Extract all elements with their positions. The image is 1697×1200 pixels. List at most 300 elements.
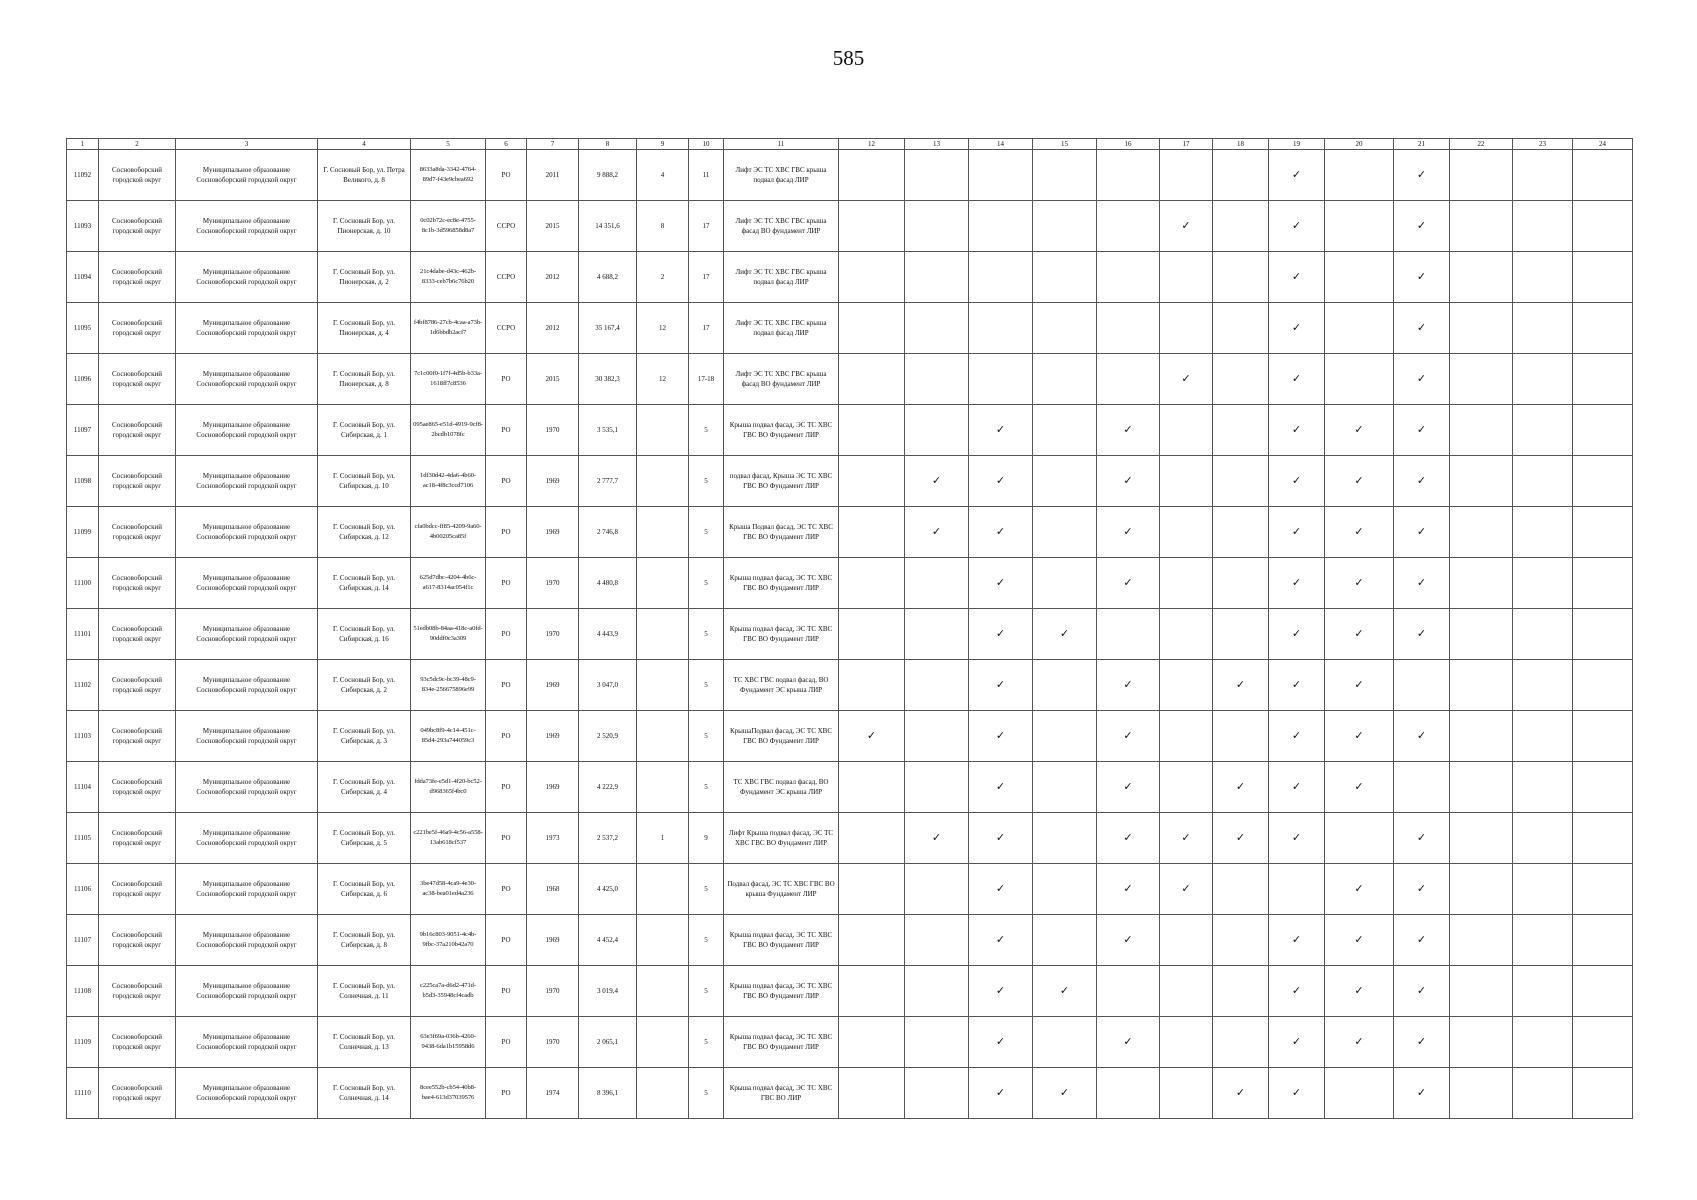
- cell-year: 1970: [527, 405, 579, 456]
- check-mark-icon: ✓: [1269, 201, 1325, 252]
- cell-object-code: c221be5f-46a9-4c56-a558-13ab618cf537: [411, 813, 486, 864]
- column-number: 18: [1213, 139, 1269, 150]
- empty-cell: [1573, 150, 1633, 201]
- check-mark-icon: ✓: [1097, 558, 1160, 609]
- table-row: [67, 507, 1633, 558]
- empty-cell: [1097, 201, 1160, 252]
- cell-object-code: 049bc8f9-4c14-451c-85d4-293a744059c3: [411, 711, 486, 762]
- cell-row-id: 11103: [67, 711, 99, 762]
- empty-cell: [1213, 150, 1269, 201]
- empty-cell: [1513, 150, 1573, 201]
- check-mark-icon: ✓: [969, 456, 1033, 507]
- check-mark-icon: ✓: [1269, 966, 1325, 1017]
- check-mark-icon: ✓: [969, 966, 1033, 1017]
- column-number: 13: [905, 139, 969, 150]
- empty-cell: [1450, 1017, 1513, 1068]
- cell-area: 4 452,4: [579, 915, 637, 966]
- cell-type: РО: [486, 813, 527, 864]
- empty-cell: [1573, 966, 1633, 1017]
- cell-works: Лифт ЭС ТС ХВС ГВС крыша подвал фасад ЛИР: [724, 150, 839, 201]
- cell-col-10: 17-18: [689, 354, 724, 405]
- empty-cell: [1160, 558, 1213, 609]
- empty-cell: [1160, 405, 1213, 456]
- empty-cell: [839, 609, 905, 660]
- cell-col-10: 5: [689, 864, 724, 915]
- empty-cell: [1450, 405, 1513, 456]
- check-mark-icon: ✓: [1269, 507, 1325, 558]
- column-number: 2: [99, 139, 176, 150]
- empty-cell: [1573, 558, 1633, 609]
- cell-object-code: 63e3f69a-036b-4260-9438-6da1b15958d6: [411, 1017, 486, 1068]
- cell-col-10: 5: [689, 660, 724, 711]
- empty-cell: [1325, 354, 1394, 405]
- cell-address: Г. Сосновый Бор, ул. Сибирская, д. 3: [318, 711, 411, 762]
- check-mark-icon: ✓: [1394, 1017, 1450, 1068]
- check-mark-icon: ✓: [1097, 762, 1160, 813]
- cell-year: 1969: [527, 660, 579, 711]
- check-mark-icon: ✓: [1394, 864, 1450, 915]
- cell-district: Сосновоборский городской округ: [99, 762, 176, 813]
- check-mark-icon: ✓: [1325, 507, 1394, 558]
- empty-cell: [1269, 864, 1325, 915]
- check-mark-icon: ✓: [1269, 660, 1325, 711]
- empty-cell: [1033, 915, 1097, 966]
- cell-col-9: [637, 864, 689, 915]
- cell-type: РО: [486, 864, 527, 915]
- column-number: 5: [411, 139, 486, 150]
- check-mark-icon: ✓: [1097, 507, 1160, 558]
- empty-cell: [1213, 507, 1269, 558]
- check-mark-icon: ✓: [1213, 813, 1269, 864]
- check-mark-icon: ✓: [969, 1068, 1033, 1119]
- check-mark-icon: ✓: [969, 1017, 1033, 1068]
- empty-cell: [905, 150, 969, 201]
- cell-municipality: Муниципальное образование Сосновоборский городской округ: [176, 354, 318, 405]
- check-mark-icon: ✓: [1394, 711, 1450, 762]
- empty-cell: [1033, 303, 1097, 354]
- column-number-row: [67, 139, 1633, 150]
- cell-district: Сосновоборский городской округ: [99, 915, 176, 966]
- check-mark-icon: ✓: [1325, 915, 1394, 966]
- cell-address: Г. Сосновый Бор, ул. Пионерская, д. 8: [318, 354, 411, 405]
- empty-cell: [839, 966, 905, 1017]
- cell-district: Сосновоборский городской округ: [99, 558, 176, 609]
- empty-cell: [1033, 558, 1097, 609]
- cell-address: Г. Сосновый Бор, ул. Пионерская, д. 4: [318, 303, 411, 354]
- cell-works: Крыша Подвал фасад, ЭС ТС ХВС ГВС ВО Фундамент ЛИР: [724, 507, 839, 558]
- check-mark-icon: ✓: [1325, 711, 1394, 762]
- cell-municipality: Муниципальное образование Сосновоборский городской округ: [176, 915, 318, 966]
- empty-cell: [1160, 762, 1213, 813]
- cell-row-id: 11096: [67, 354, 99, 405]
- cell-year: 1969: [527, 915, 579, 966]
- check-mark-icon: ✓: [1325, 660, 1394, 711]
- cell-col-9: [637, 609, 689, 660]
- cell-col-9: [637, 1068, 689, 1119]
- empty-cell: [1160, 507, 1213, 558]
- cell-col-10: 5: [689, 966, 724, 1017]
- cell-works: Крыша подвал фасад, ЭС ТС ХВС ГВС ВО ЛИР: [724, 1068, 839, 1119]
- cell-type: РО: [486, 762, 527, 813]
- cell-works: подвал фасад, Крыша ЭС ТС ХВС ГВС ВО Фундамент ЛИР: [724, 456, 839, 507]
- cell-area: 2 520,9: [579, 711, 637, 762]
- empty-cell: [905, 558, 969, 609]
- empty-cell: [1213, 252, 1269, 303]
- cell-district: Сосновоборский городской округ: [99, 660, 176, 711]
- empty-cell: [1213, 915, 1269, 966]
- cell-municipality: Муниципальное образование Сосновоборский городской округ: [176, 711, 318, 762]
- cell-year: 2012: [527, 252, 579, 303]
- cell-type: РО: [486, 1017, 527, 1068]
- check-mark-icon: ✓: [1269, 558, 1325, 609]
- empty-cell: [1033, 405, 1097, 456]
- cell-municipality: Муниципальное образование Сосновоборский городской округ: [176, 1017, 318, 1068]
- empty-cell: [1573, 354, 1633, 405]
- cell-district: Сосновоборский городской округ: [99, 405, 176, 456]
- check-mark-icon: ✓: [969, 405, 1033, 456]
- empty-cell: [1160, 1068, 1213, 1119]
- cell-row-id: 11092: [67, 150, 99, 201]
- empty-cell: [1033, 354, 1097, 405]
- empty-cell: [839, 864, 905, 915]
- cell-type: РО: [486, 1068, 527, 1119]
- empty-cell: [1573, 1017, 1633, 1068]
- cell-municipality: Муниципальное образование Сосновоборский городской округ: [176, 966, 318, 1017]
- empty-cell: [1573, 303, 1633, 354]
- check-mark-icon: ✓: [839, 711, 905, 762]
- empty-cell: [839, 660, 905, 711]
- cell-works: КрышаПодвал фасад, ЭС ТС ХВС ГВС ВО Фундамент ЛИР: [724, 711, 839, 762]
- cell-type: РО: [486, 711, 527, 762]
- check-mark-icon: ✓: [905, 456, 969, 507]
- cell-works: Крыша подвал фасад, ЭС ТС ХВС ГВС ВО Фундамент ЛИР: [724, 405, 839, 456]
- empty-cell: [1573, 864, 1633, 915]
- empty-cell: [1097, 966, 1160, 1017]
- empty-cell: [1450, 915, 1513, 966]
- cell-municipality: Муниципальное образование Сосновоборский городской округ: [176, 507, 318, 558]
- empty-cell: [839, 1068, 905, 1119]
- cell-col-9: [637, 507, 689, 558]
- page-number: 585: [832, 46, 865, 70]
- cell-works: ТС ХВС ГВС подвал фасад, ВО Фундамент ЭС крыша ЛИР: [724, 762, 839, 813]
- empty-cell: [1573, 711, 1633, 762]
- cell-type: РО: [486, 354, 527, 405]
- empty-cell: [1033, 252, 1097, 303]
- cell-year: 1970: [527, 609, 579, 660]
- column-number: 6: [486, 139, 527, 150]
- empty-cell: [1213, 864, 1269, 915]
- check-mark-icon: ✓: [969, 609, 1033, 660]
- cell-area: 9 888,2: [579, 150, 637, 201]
- empty-cell: [1033, 1017, 1097, 1068]
- empty-cell: [1325, 150, 1394, 201]
- cell-works: Лифт ЭС ТС ХВС ГВС крыша фасад ВО фундамент ЛИР: [724, 354, 839, 405]
- cell-area: 35 167,4: [579, 303, 637, 354]
- empty-cell: [1513, 303, 1573, 354]
- cell-object-code: 51edb08b-84aa-418c-a0fd-90ddf0c3a309: [411, 609, 486, 660]
- empty-cell: [1160, 711, 1213, 762]
- empty-cell: [1213, 405, 1269, 456]
- cell-type: РО: [486, 558, 527, 609]
- empty-cell: [969, 150, 1033, 201]
- check-mark-icon: ✓: [1033, 966, 1097, 1017]
- cell-year: 1968: [527, 864, 579, 915]
- check-mark-icon: ✓: [1160, 354, 1213, 405]
- check-mark-icon: ✓: [1269, 405, 1325, 456]
- empty-cell: [1450, 813, 1513, 864]
- empty-cell: [1450, 303, 1513, 354]
- column-number: 15: [1033, 139, 1097, 150]
- check-mark-icon: ✓: [969, 711, 1033, 762]
- cell-col-10: 5: [689, 609, 724, 660]
- table-row: [67, 609, 1633, 660]
- empty-cell: [839, 1017, 905, 1068]
- empty-cell: [1033, 762, 1097, 813]
- check-mark-icon: ✓: [1394, 150, 1450, 201]
- empty-cell: [1450, 558, 1513, 609]
- cell-col-10: 5: [689, 711, 724, 762]
- empty-cell: [1513, 762, 1573, 813]
- cell-object-code: c225ca7a-d6d2-471d-b5d3-35948cf4cadb: [411, 966, 486, 1017]
- cell-col-9: 1: [637, 813, 689, 864]
- empty-cell: [1033, 813, 1097, 864]
- empty-cell: [1033, 864, 1097, 915]
- cell-object-code: 1df30d42-4da6-4b60-ac18-4f8c3ccd7106: [411, 456, 486, 507]
- cell-col-9: [637, 762, 689, 813]
- empty-cell: [1160, 966, 1213, 1017]
- cell-col-9: [637, 915, 689, 966]
- empty-cell: [1160, 660, 1213, 711]
- empty-cell: [1097, 609, 1160, 660]
- table-row: [67, 252, 1633, 303]
- table-row: [67, 660, 1633, 711]
- cell-area: 4 222,9: [579, 762, 637, 813]
- empty-cell: [839, 201, 905, 252]
- column-number: 23: [1513, 139, 1573, 150]
- cell-area: 4 443,9: [579, 609, 637, 660]
- empty-cell: [1450, 609, 1513, 660]
- check-mark-icon: ✓: [1394, 1068, 1450, 1119]
- check-mark-icon: ✓: [969, 507, 1033, 558]
- check-mark-icon: ✓: [1269, 915, 1325, 966]
- cell-object-code: 9b16c803-9051-4c4b-9fbc-37a210b42a70: [411, 915, 486, 966]
- column-number: 12: [839, 139, 905, 150]
- cell-year: 2011: [527, 150, 579, 201]
- cell-address: Г. Сосновый Бор, ул. Сибирская, д. 1: [318, 405, 411, 456]
- cell-row-id: 11110: [67, 1068, 99, 1119]
- empty-cell: [1573, 201, 1633, 252]
- cell-address: Г. Сосновый Бор, ул. Сибирская, д. 4: [318, 762, 411, 813]
- empty-cell: [1160, 150, 1213, 201]
- check-mark-icon: ✓: [905, 507, 969, 558]
- empty-cell: [1513, 1068, 1573, 1119]
- empty-cell: [1097, 303, 1160, 354]
- empty-cell: [1573, 507, 1633, 558]
- empty-cell: [1450, 660, 1513, 711]
- cell-col-9: 2: [637, 252, 689, 303]
- empty-cell: [1160, 1017, 1213, 1068]
- cell-row-id: 11101: [67, 609, 99, 660]
- cell-object-code: 095ae865-e51d-4919-9cf8-2bcdb1078fc: [411, 405, 486, 456]
- cell-year: 2015: [527, 201, 579, 252]
- column-number: 19: [1269, 139, 1325, 150]
- column-number: 7: [527, 139, 579, 150]
- cell-col-10: 5: [689, 1017, 724, 1068]
- cell-year: 1970: [527, 558, 579, 609]
- check-mark-icon: ✓: [1097, 864, 1160, 915]
- check-mark-icon: ✓: [1394, 354, 1450, 405]
- empty-cell: [905, 864, 969, 915]
- cell-address: Г. Сосновый Бор, ул. Сибирская, д. 16: [318, 609, 411, 660]
- table-row: [67, 966, 1633, 1017]
- empty-cell: [1513, 405, 1573, 456]
- cell-col-10: 5: [689, 1068, 724, 1119]
- table-row: [67, 558, 1633, 609]
- cell-type: ССРО: [486, 303, 527, 354]
- cell-district: Сосновоборский городской округ: [99, 201, 176, 252]
- empty-cell: [1033, 150, 1097, 201]
- empty-cell: [1033, 507, 1097, 558]
- cell-col-10: 17: [689, 252, 724, 303]
- cell-col-9: [637, 660, 689, 711]
- cell-col-10: 9: [689, 813, 724, 864]
- check-mark-icon: ✓: [1325, 456, 1394, 507]
- cell-area: 2 065,1: [579, 1017, 637, 1068]
- empty-cell: [1573, 456, 1633, 507]
- empty-cell: [1450, 354, 1513, 405]
- empty-cell: [1450, 966, 1513, 1017]
- cell-area: 3 019,4: [579, 966, 637, 1017]
- cell-area: 4 425,0: [579, 864, 637, 915]
- column-number: 22: [1450, 139, 1513, 150]
- check-mark-icon: ✓: [1394, 405, 1450, 456]
- check-mark-icon: ✓: [1269, 354, 1325, 405]
- empty-cell: [969, 201, 1033, 252]
- empty-cell: [1160, 609, 1213, 660]
- cell-col-9: 4: [637, 150, 689, 201]
- table-row: [67, 303, 1633, 354]
- cell-address: Г. Сосновый Бор, ул. Пионерская, д. 2: [318, 252, 411, 303]
- check-mark-icon: ✓: [1394, 813, 1450, 864]
- cell-object-code: 93c5dc9c-bc39-48c9-834e-256675896e99: [411, 660, 486, 711]
- cell-area: 2 777,7: [579, 456, 637, 507]
- empty-cell: [1160, 915, 1213, 966]
- table-row: [67, 1017, 1633, 1068]
- cell-works: Крыша подвал фасад, ЭС ТС ХВС ГВС ВО Фундамент ЛИР: [724, 609, 839, 660]
- empty-cell: [1450, 456, 1513, 507]
- check-mark-icon: ✓: [1394, 507, 1450, 558]
- empty-cell: [1325, 303, 1394, 354]
- check-mark-icon: ✓: [1160, 201, 1213, 252]
- empty-cell: [1213, 609, 1269, 660]
- cell-works: Лифт ЭС ТС ХВС ГВС крыша подвал фасад ЛИР: [724, 303, 839, 354]
- empty-cell: [1573, 405, 1633, 456]
- check-mark-icon: ✓: [1325, 864, 1394, 915]
- cell-works: Крыша подвал фасад, ЭС ТС ХВС ГВС ВО Фундамент ЛИР: [724, 966, 839, 1017]
- empty-cell: [1450, 252, 1513, 303]
- empty-cell: [1513, 456, 1573, 507]
- empty-cell: [1450, 1068, 1513, 1119]
- cell-district: Сосновоборский городской округ: [99, 456, 176, 507]
- check-mark-icon: ✓: [1325, 609, 1394, 660]
- check-mark-icon: ✓: [1394, 252, 1450, 303]
- cell-year: 2012: [527, 303, 579, 354]
- cell-col-9: 12: [637, 303, 689, 354]
- cell-object-code: 3be47d58-4ca9-4e30-ac38-bea01ed4a236: [411, 864, 486, 915]
- column-number: 3: [176, 139, 318, 150]
- empty-cell: [1097, 252, 1160, 303]
- cell-district: Сосновоборский городской округ: [99, 1017, 176, 1068]
- check-mark-icon: ✓: [1269, 303, 1325, 354]
- empty-cell: [1513, 1017, 1573, 1068]
- cell-municipality: Муниципальное образование Сосновоборский городской округ: [176, 813, 318, 864]
- cell-works: Крыша подвал фасад, ЭС ТС ХВС ГВС ВО Фундамент ЛИР: [724, 915, 839, 966]
- check-mark-icon: ✓: [1033, 609, 1097, 660]
- empty-cell: [1325, 252, 1394, 303]
- empty-cell: [1513, 558, 1573, 609]
- empty-cell: [1325, 813, 1394, 864]
- cell-col-10: 5: [689, 558, 724, 609]
- empty-cell: [1573, 660, 1633, 711]
- check-mark-icon: ✓: [1325, 966, 1394, 1017]
- check-mark-icon: ✓: [969, 660, 1033, 711]
- cell-col-10: 5: [689, 507, 724, 558]
- cell-object-code: fdda73fe-e5d1-4f20-bc52-d968365f4bc0: [411, 762, 486, 813]
- cell-type: РО: [486, 915, 527, 966]
- column-number: 24: [1573, 139, 1633, 150]
- cell-type: ССРО: [486, 252, 527, 303]
- empty-cell: [839, 915, 905, 966]
- check-mark-icon: ✓: [1097, 915, 1160, 966]
- empty-cell: [1033, 456, 1097, 507]
- cell-area: 2 746,8: [579, 507, 637, 558]
- column-number: 11: [724, 139, 839, 150]
- empty-cell: [905, 711, 969, 762]
- cell-year: 1974: [527, 1068, 579, 1119]
- check-mark-icon: ✓: [1394, 558, 1450, 609]
- check-mark-icon: ✓: [1269, 711, 1325, 762]
- empty-cell: [1033, 660, 1097, 711]
- check-mark-icon: ✓: [1097, 405, 1160, 456]
- empty-cell: [1160, 456, 1213, 507]
- empty-cell: [839, 354, 905, 405]
- check-mark-icon: ✓: [1394, 201, 1450, 252]
- cell-col-9: [637, 558, 689, 609]
- column-number: 16: [1097, 139, 1160, 150]
- check-mark-icon: ✓: [1033, 1068, 1097, 1119]
- check-mark-icon: ✓: [1394, 303, 1450, 354]
- column-number: 10: [689, 139, 724, 150]
- column-number: 1: [67, 139, 99, 150]
- cell-object-code: 0c02b72c-ec8e-4755-8c1b-3d596858d8a7: [411, 201, 486, 252]
- check-mark-icon: ✓: [1394, 609, 1450, 660]
- cell-col-10: 11: [689, 150, 724, 201]
- empty-cell: [905, 1068, 969, 1119]
- empty-cell: [905, 966, 969, 1017]
- column-number: 4: [318, 139, 411, 150]
- cell-address: Г. Сосновый Бор, ул. Сибирская, д. 6: [318, 864, 411, 915]
- empty-cell: [1513, 813, 1573, 864]
- cell-col-10: 17: [689, 201, 724, 252]
- cell-district: Сосновоборский городской округ: [99, 609, 176, 660]
- cell-address: Г. Сосновый Бор, ул. Солнечная, д. 13: [318, 1017, 411, 1068]
- cell-type: РО: [486, 405, 527, 456]
- empty-cell: [1513, 252, 1573, 303]
- table-row: [67, 864, 1633, 915]
- table-row: [67, 813, 1633, 864]
- check-mark-icon: ✓: [1325, 558, 1394, 609]
- cell-district: Сосновоборский городской округ: [99, 711, 176, 762]
